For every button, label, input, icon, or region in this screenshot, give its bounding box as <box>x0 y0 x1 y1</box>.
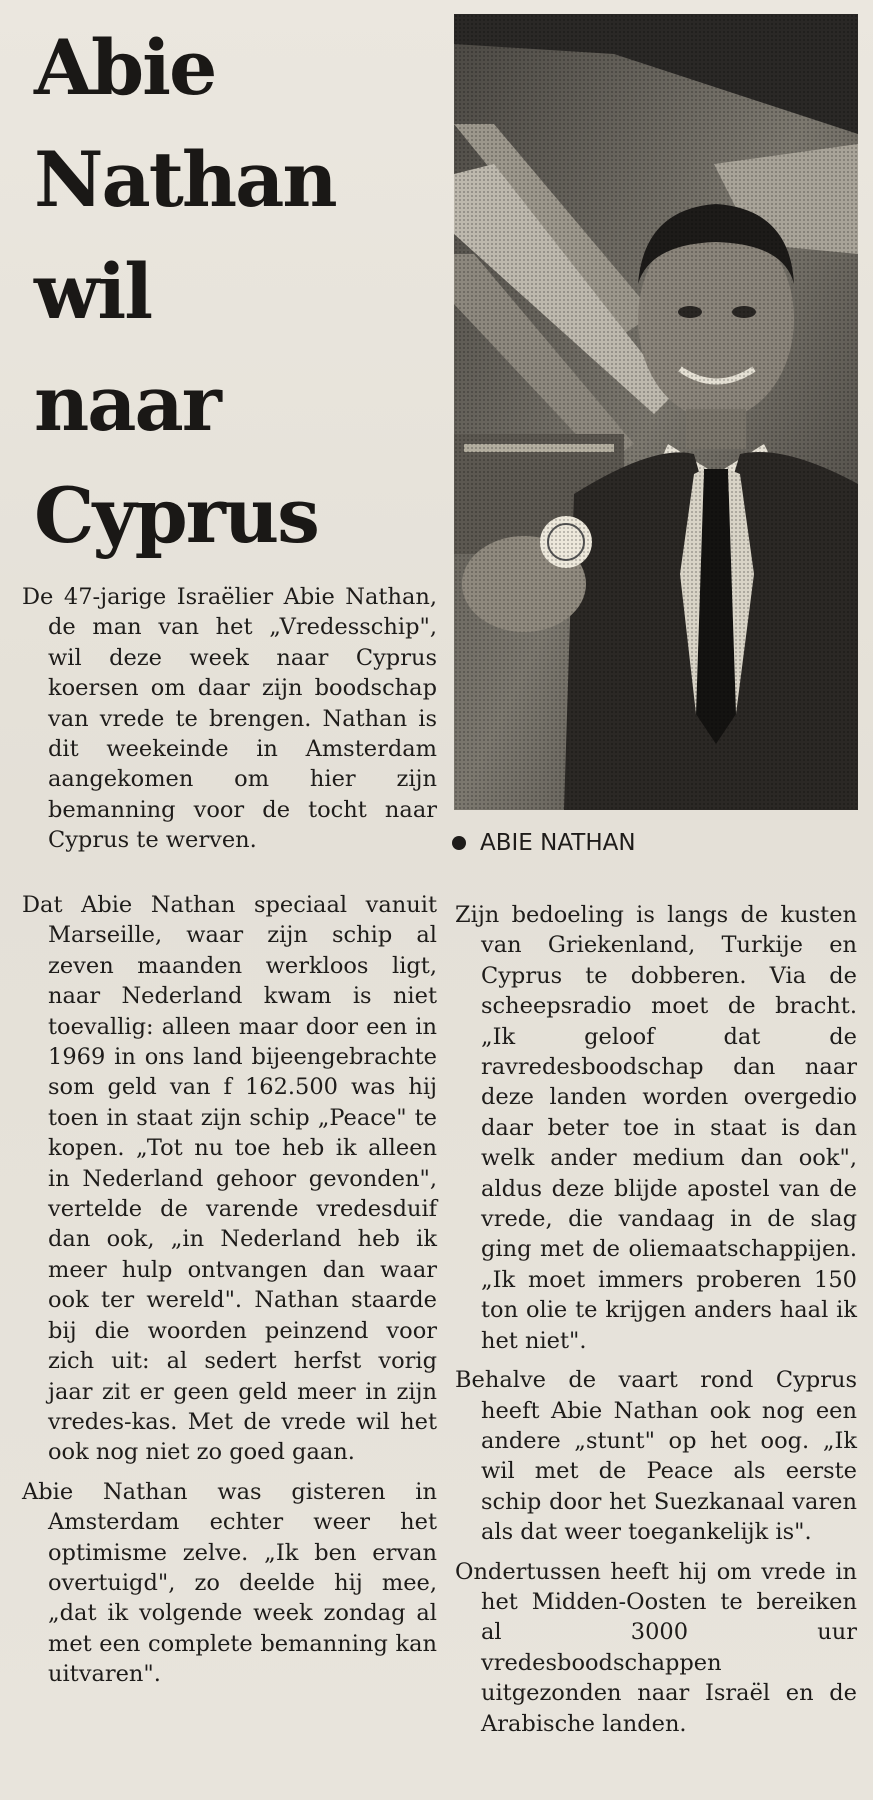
headline-line: Nathan <box>34 135 336 224</box>
headline-line: Cyprus <box>34 471 318 560</box>
headline-line: Abie <box>34 23 216 112</box>
photo-caption <box>452 828 636 858</box>
article-paragraph: Dat Abie Nathan speciaal vanuit Marseille, waar zijn schip al zeven maanden werkloos ligt, naar Nederland kwam is niet toevallig: alleen maar door een in 1969 in ons land bijeengebrachte som geld van f 162.500 was hij toen in staat zijn schip „Peace" te kopen. „Tot nu toe heb ik alleen in Nederland gehoor gevonden", vertelde de varende vredesduif dan ook, „in Nederland heb ik meer hulp ontvangen dan waar ook ter wereld". Nathan staarde bij die woorden peinzend voor zich uit: al sedert herfst vorig jaar zit er geen geld meer in zijn vredes-kas. Met de vrede wil het ook nog niet zo goed gaan. <box>22 892 437 1466</box>
headline <box>34 12 434 572</box>
headline-line: wil <box>34 247 152 336</box>
article-column-intro <box>22 582 437 865</box>
article-paragraph: Abie Nathan was gisteren in Amsterdam echter weer het optimisme zelve. „Ik ben ervan overtuigd", zo deelde hij mee, „dat ik volgende week zondag al met een complete bemanning kan uitvaren". <box>22 1478 437 1688</box>
article-column-left <box>22 890 437 1699</box>
article-paragraph: Zijn bedoeling is langs de kusten van Griekenland, Turkije en Cyprus te dobberen. Via de scheepsradio moet de bracht. „Ik geloof dat de ravredesboodschap dan naar deze landen worden overgedio daar beter toe in staat is dan welk ander medium dan ook", aldus deze blijde apostel van de vrede, die vandaag in de slag ging met de oliemaatschappijen. „Ik moet immers proberen 150 ton olie te krijgen anders haal ik het niet". <box>455 902 857 1354</box>
article-paragraph: De 47-jarige Israëlier Abie Nathan, de man van het „Vredesschip", wil deze week naar Cyprus koersen om daar zijn boodschap van vrede te brengen. Nathan is dit weekeinde in Amsterdam aangekomen om hier zijn bemanning voor de tocht naar Cyprus te werven. <box>22 584 437 854</box>
bullet-dot-icon <box>452 836 466 850</box>
article-paragraph: Ondertussen heeft hij om vrede in het Midden-Oosten te bereiken al 3000 uur vredesboodschappen uitgezonden naar Israël en de Arabische landen. <box>455 1558 857 1737</box>
headline-line: naar <box>34 359 220 448</box>
article-column-right <box>455 900 857 1748</box>
portrait-photo <box>454 14 858 810</box>
article-paragraph: Behalve de vaart rond Cyprus heeft Abie Nathan ook nog een andere „stunt" op het oog. „Ik wil met de Peace als eerste schip door het Suezkanaal varen als dat weer toegankelijk is". <box>455 1367 857 1546</box>
caption-text: ABIE NATHAN <box>480 830 636 856</box>
